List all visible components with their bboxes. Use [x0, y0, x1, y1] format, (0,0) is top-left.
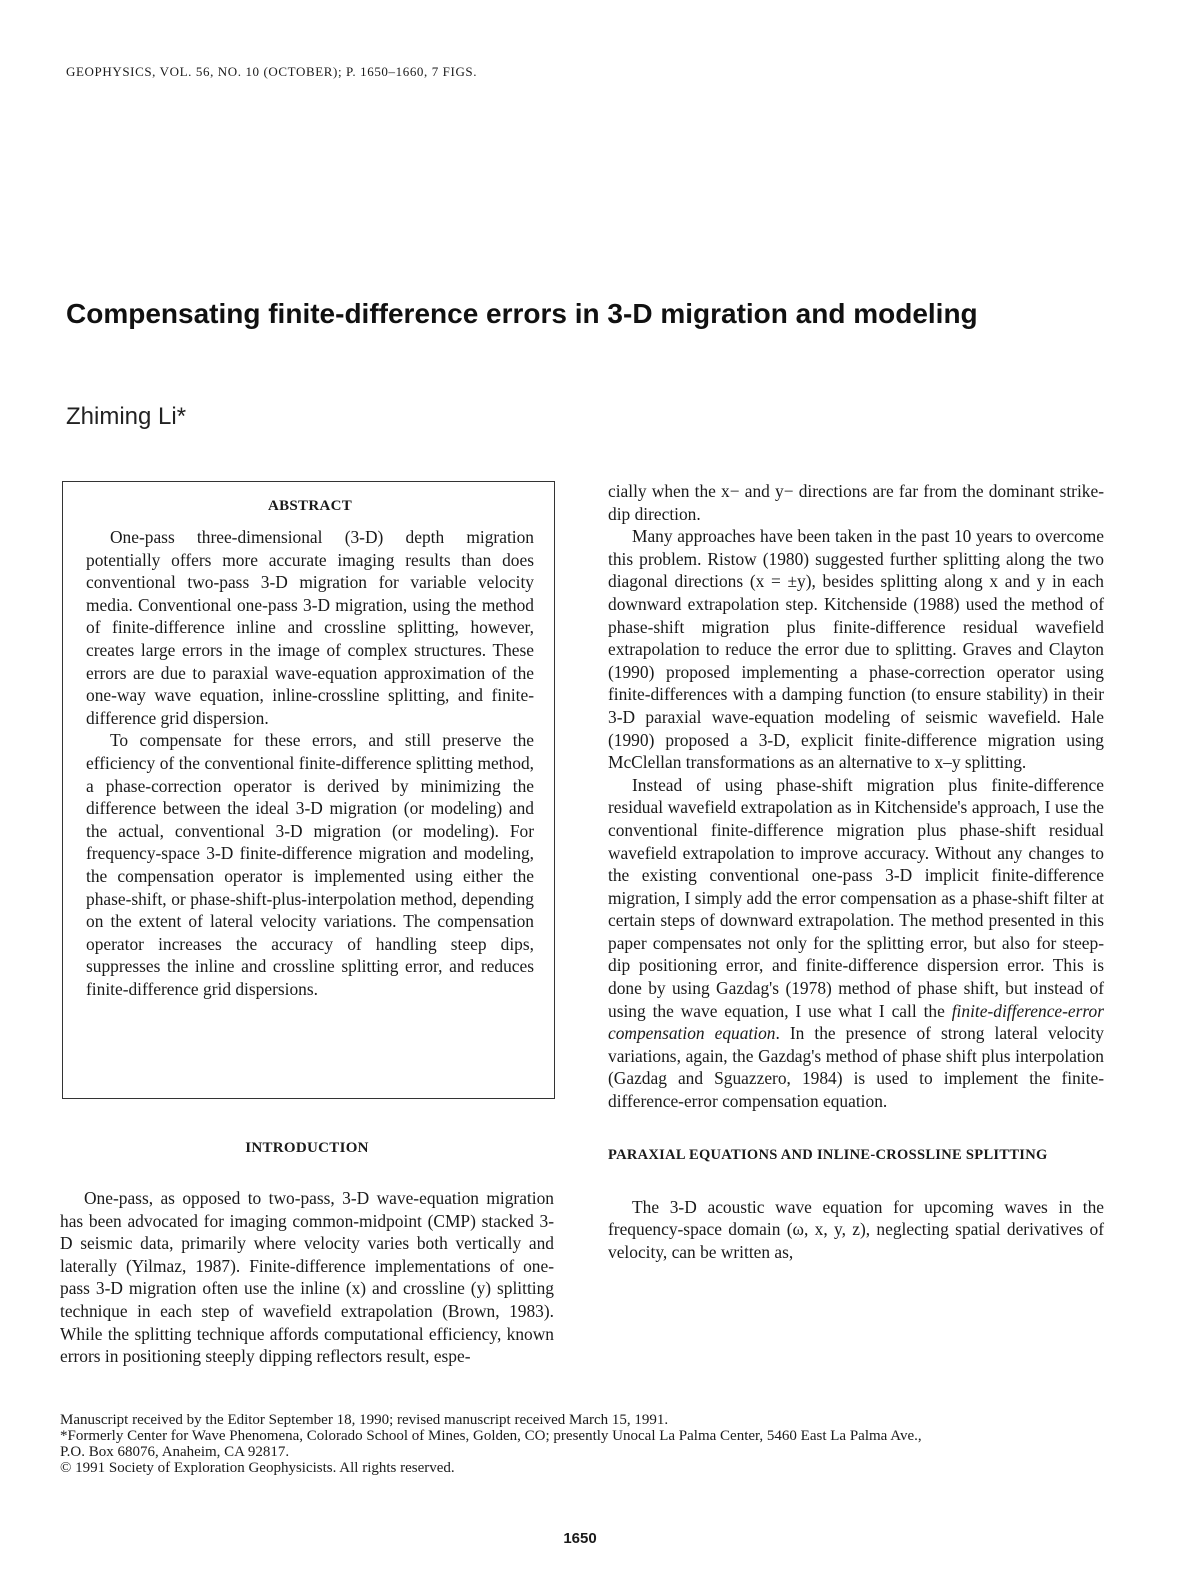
running-head: GEOPHYSICS, VOL. 56, NO. 10 (OCTOBER); P. 1650–1660, 7 FIGS. [66, 64, 478, 79]
introduction-heading: INTRODUCTION [245, 1140, 369, 1156]
compensation-equation-term: finite-difference-error compensation equation [608, 1000, 1104, 1044]
right-column [608, 480, 1104, 1263]
right-paragraph-3 [608, 774, 1104, 1113]
paraxial-section-heading: PARAXIAL EQUATIONS AND INLINE-CROSSLINE SPLITTING [608, 1146, 1048, 1163]
paragraph-3-text-a: Instead of using phase-shift migration plus finite-difference residual wavefield extrapolation as in Kitchenside's approach, I use the conventional finite-difference migration plus phase-shift residual wavefield extrapolation to improve accuracy. Without any changes to the existing conventional one-pass 3-D implicit finite-difference migration, I simply add the error compensation as a phase-shift filter at certain steps of downward extrapolation. The method presented in this paper compensates not only for the splitting error, but also for steep-dip positioning error, and finite-difference dispersion error. This is done by using Gazdag's (1978) method of phase shift, but instead of using the wave equation, I use what I call the [608, 774, 1104, 1021]
manuscript-received-note: Manuscript received by the Editor September 18, 1990; revised manuscript received March 15, 1991. [60, 1412, 669, 1428]
abstract-box [62, 481, 555, 1099]
paper-title: Compensating finite-difference errors in 3-D migration and modeling [66, 298, 978, 329]
introduction-section [60, 1140, 554, 1368]
right-paragraph-2: Many approaches have been taken in the past 10 years to overcome this problem. Ristow (1980) suggested further splitting along the two diagonal directions (x = ±y), besides splitting along x and y in each downward extrapolation step. Kitchenside (1988) used the method of phase-shift migration plus finite-difference residual wavefield extrapolation to reduce the error due to splitting. Graves and Clayton (1990) proposed implementing a phase-correction operator using finite-differences with a damping function (to ensure stability) in their 3-D paraxial wave-equation modeling of seismic wavefield. Hale (1990) proposed a 3-D, explicit finite-difference migration using McClellan transformations as an alternative to x–y splitting. [608, 526, 1104, 773]
abstract-heading: ABSTRACT [267, 498, 353, 514]
introduction-paragraph-1: One-pass, as opposed to two-pass, 3-D wave-equation migration has been advocated for imaging common-midpoint (CMP) stacked 3-D seismic data, primarily where velocity varies both vertically and laterally (Yilmaz, 1987). Finite-difference implementations of one-pass 3-D migration often use the inline (x) and crossline (y) splitting technique in each step of wavefield extrapolation (Brown, 1983). While the splitting technique affords computational efficiency, known errors in positioning steeply dipping reflectors result, espe- [60, 1188, 554, 1367]
author-name: Zhiming Li* [66, 403, 187, 430]
continued-paragraph: cially when the x− and y− directions are far from the dominant strike-dip direction. [608, 481, 1104, 524]
copyright-note: © 1991 Society of Exploration Geophysicists. All rights reserved. [60, 1460, 455, 1476]
footnotes [60, 1412, 1150, 1476]
abstract-paragraph-1: One-pass three-dimensional (3-D) depth migration potentially offers more accurate imaging results than does conventional two-pass 3-D migration for variable velocity media. Conventional one-pass 3-D migration, using the method of finite-difference inline and crossline splitting, however, creates large errors in the image of complex structures. These errors are due to paraxial wave-equation approximation of the one-way wave equation, inline-crossline splitting, and finite-difference grid dispersion. [86, 527, 534, 728]
right-paragraph-4: The 3-D acoustic wave equation for upcoming waves in the frequency-space domain (ω, x, y, z), neglecting spatial derivatives of velocity, can be written as, [608, 1196, 1104, 1262]
author-affiliation-note: *Formerly Center for Wave Phenomena, Colorado School of Mines, Golden, CO; presently Unocal La Palma Center, 5460 East La Palma Ave., [60, 1428, 922, 1444]
page-number: 1650 [563, 1530, 597, 1547]
author-address-note: P.O. Box 68076, Anaheim, CA 92817. [60, 1444, 290, 1460]
paragraph-3-text-b: . In the presence of strong lateral velocity variations, again, the Gazdag's method of phase shift plus interpolation (Gazdag and Sguazzero, 1984) is used to implement the finite-difference-error compensation equation. [608, 1023, 1104, 1112]
abstract-paragraph-2: To compensate for these errors, and still preserve the efficiency of the conventional finite-difference splitting method, a phase-correction operator is derived by minimizing the difference between the ideal 3-D migration (or modeling) and the actual, conventional 3-D migration (or modeling). For frequency-space 3-D finite-difference migration and modeling, the compensation operator is implemented using either the phase-shift, or phase-shift-plus-interpolation method, depending on the extent of lateral velocity variations. The compensation operator increases the accuracy of handling steep dips, suppresses the inline and crossline splitting error, and reduces finite-difference grid dispersions. [86, 730, 534, 999]
